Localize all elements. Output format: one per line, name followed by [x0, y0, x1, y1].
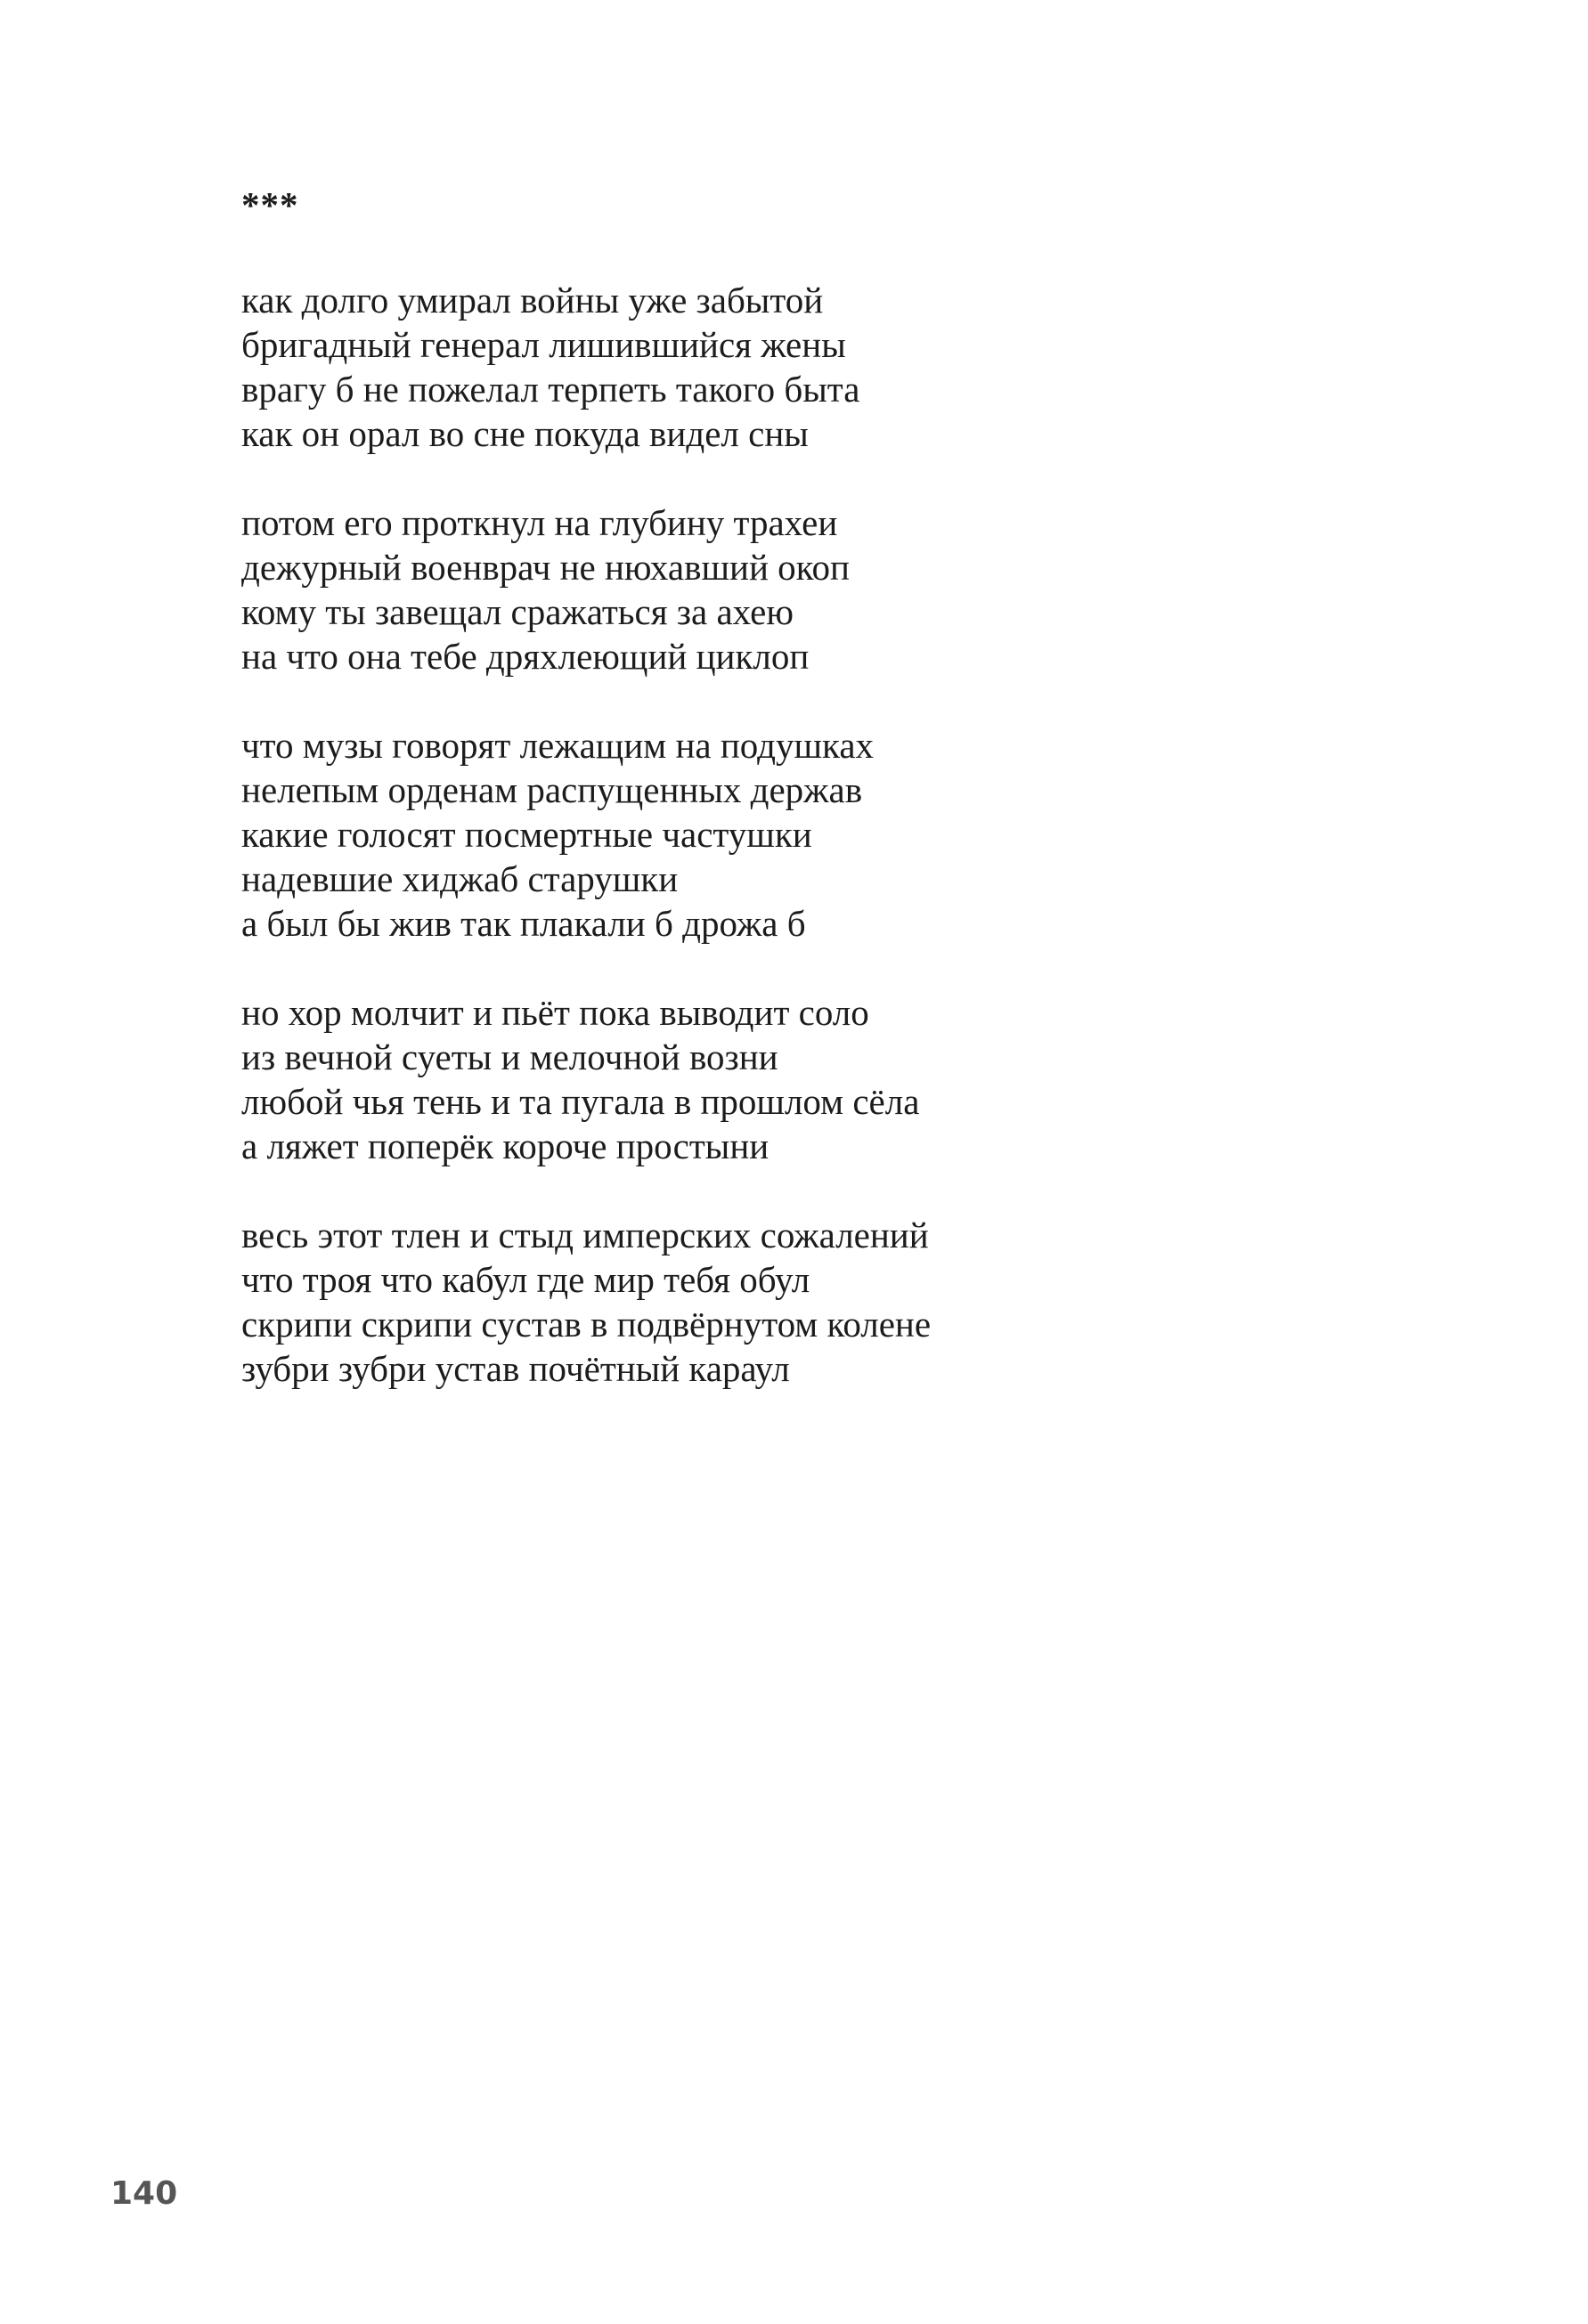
poem-line: из вечной суеты и мелочной возни	[241, 1036, 778, 1077]
poem-line: но хор молчит и пьёт пока выводит соло	[241, 992, 869, 1033]
poem-line: а ляжет поперёк короче простыни	[241, 1125, 770, 1166]
poem-line: а был бы жив так плакали б дрожа б	[241, 903, 806, 944]
poem-line: зубри зубри устав почётный караул	[241, 1348, 790, 1389]
poem-line: весь этот тлен и стыд имперских сожалений	[241, 1215, 929, 1255]
poem-line: какие голосят посмертные частушки	[241, 814, 812, 855]
poem-line: скрипи скрипи сустав в подвёрнутом колене	[241, 1304, 932, 1345]
poem-line: врагу б не пожелал терпеть такого быта	[241, 369, 860, 410]
section-separator: ***	[241, 184, 299, 225]
stanza	[241, 1213, 1399, 1391]
poem-line: что музы говорят лежащим на подушках	[241, 725, 875, 766]
poem-line: потом его проткнул на глубину трахеи	[241, 502, 838, 543]
poem-line: кому ты завещал сражаться за ахею	[241, 591, 794, 632]
poem-line: дежурный военврач не нюхавший окоп	[241, 547, 850, 588]
page-number: 140	[110, 2175, 178, 2212]
poem-line: любой чья тень и та пугала в прошлом сёла	[241, 1081, 920, 1122]
stanza	[241, 278, 1399, 456]
stanza	[241, 723, 1399, 946]
poem-line: как долго умирал войны уже забытой	[241, 280, 824, 321]
poem	[241, 183, 1399, 1435]
poem-line: бригадный генерал лишившийся жены	[241, 324, 846, 365]
poem-line: на что она тебе дряхлеющий циклоп	[241, 636, 810, 677]
stanza	[241, 500, 1399, 679]
poem-line: что троя что кабул где мир тебя обул	[241, 1259, 810, 1300]
poem-line: нелепым орденам распущенных держав	[241, 769, 863, 810]
poem-line: надевшие хиджаб старушки	[241, 858, 679, 899]
stanza	[241, 990, 1399, 1168]
poem-line: как он орал во сне покуда видел сны	[241, 413, 809, 454]
